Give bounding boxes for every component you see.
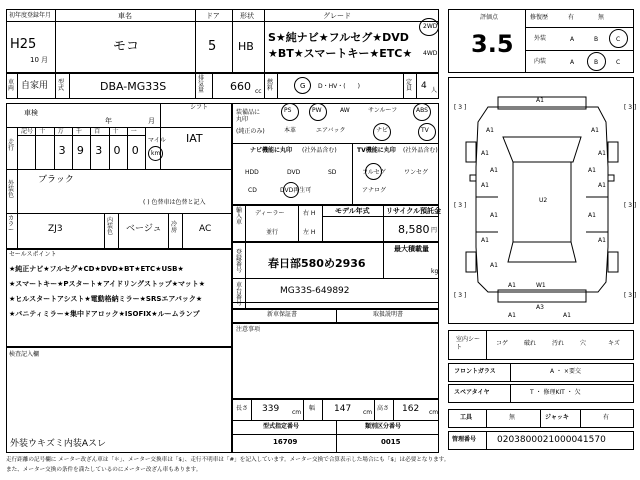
width-label: 幅	[309, 405, 316, 412]
damage-mark: A1	[490, 212, 498, 219]
equipment-item: AW	[340, 107, 350, 114]
import-dealer: ディーラー	[255, 210, 285, 217]
repair-no: 無	[598, 14, 605, 21]
mileage-unit-label: 万	[57, 128, 64, 135]
width-value: 147	[334, 404, 352, 414]
sales-points-label: セールスポイント	[9, 251, 57, 258]
score-label: 評価点	[480, 14, 499, 21]
damage-mark: A1	[486, 127, 494, 134]
ac-value: AC	[199, 224, 212, 234]
seat-item: コゲ	[496, 340, 509, 347]
maxload-label: 最大積載量	[394, 245, 429, 253]
exterior-grades-a: A	[570, 36, 575, 43]
first-reg-label: 初年度登録年月	[9, 12, 52, 19]
height-unit: cm	[429, 409, 439, 416]
mileage-label: 走行	[8, 139, 15, 152]
seat-item: 穴	[580, 340, 587, 347]
chassis-value: MG33S-649892	[280, 286, 350, 296]
exterior-grades-c: C	[616, 36, 621, 43]
car-name: モコ	[113, 39, 140, 54]
seat-item: キズ	[608, 340, 620, 347]
capacity-unit: 人	[431, 87, 438, 94]
color-value: ブラック	[38, 175, 74, 185]
equipment-label: 装備品に丸印	[236, 109, 261, 123]
category-value: 0015	[381, 438, 401, 446]
damage-mark: A1	[490, 167, 498, 174]
drive-4wd: 4WD	[423, 50, 438, 57]
tv-sublabel: (社外品含む)	[403, 147, 438, 154]
mileage-unit-label: 千	[75, 128, 82, 135]
interior-grades-c: C	[616, 59, 621, 66]
model-value: DBA-MG33S	[100, 80, 167, 93]
interior-grades-a: A	[570, 59, 575, 66]
side-mark: [ 3 ]	[624, 104, 637, 111]
nav-sd: SD	[328, 169, 337, 176]
wheel-fl	[466, 142, 476, 162]
spare-value: T ・ 修理KIT ・ 欠	[530, 389, 581, 396]
footer-line-2: また、メーター交換の条件を満たしているのにメーター改ざん車もあります。	[6, 467, 202, 473]
shift-value: IAT	[186, 132, 203, 145]
equipment-item: ナビ	[376, 127, 389, 134]
damage-mark: A1	[508, 282, 516, 289]
recycle-label: リサイクル預託金	[386, 207, 442, 215]
inspection-year-unit: 年	[105, 117, 112, 125]
category-label: 類別区分番号	[365, 423, 402, 430]
nav-cd: CD	[248, 187, 257, 194]
fuel-g: G	[300, 82, 306, 90]
interior-label: 内装	[534, 58, 547, 65]
inspector-notes-box	[6, 347, 232, 453]
glass-label: フロントガラス	[454, 368, 496, 375]
damage-mark: A3	[536, 304, 544, 311]
first-reg-month-suffix: 月	[41, 56, 48, 64]
car-rear-window	[508, 242, 576, 262]
nav-hdd: HDD	[245, 169, 259, 176]
wheel-rl	[466, 252, 476, 272]
damage-mark: A1	[588, 167, 596, 174]
displacement-unit: cc	[255, 88, 262, 95]
tools-value: 無	[509, 414, 516, 421]
equipment-item: サンルーフ	[368, 107, 398, 114]
wheel-rr	[608, 252, 618, 272]
warranty-label: 新車保証書	[267, 311, 298, 318]
capacity-label: 定員	[406, 79, 413, 92]
model-year-label: モデル年式	[335, 207, 370, 215]
displacement-value: 660	[230, 80, 251, 93]
damage-mark: A1	[481, 182, 489, 189]
km-label: km	[151, 150, 161, 157]
import-label: 輸入車	[236, 207, 243, 226]
sales-line-1: ★純正ナビ★フルセグ★CD★DVD★BT★ETC★USB★	[9, 265, 184, 273]
tools-label: 工具	[460, 414, 473, 421]
length-value: 339	[262, 404, 280, 414]
mileage-digit: 9	[76, 144, 84, 157]
damage-mark: A1	[588, 212, 596, 219]
damage-mark: A1	[598, 182, 606, 189]
interior-grades-b: B	[594, 59, 599, 66]
color-code-label: カラー	[8, 215, 15, 234]
damage-mark: A1	[508, 312, 516, 319]
shape-value: HB	[238, 40, 254, 53]
mileage-unit-label: 百	[94, 128, 101, 135]
mileage-digit: 0	[113, 144, 121, 157]
sales-line-2: ★スマートキー★Pスタート★アイドリングストップ★マット★	[9, 280, 206, 288]
glass-value: A ・ ×要交	[550, 368, 581, 375]
repair-label: 修復歴	[530, 14, 549, 21]
mileage-unit-label: 記号	[21, 128, 34, 135]
mile-label: マイル	[148, 137, 166, 144]
car-windshield	[503, 137, 581, 162]
chassis-label: 車台番号	[236, 282, 243, 307]
height-value: 162	[402, 404, 420, 414]
inspection-label: 車検	[24, 109, 38, 117]
side-mark: [ 3 ]	[454, 104, 467, 111]
damage-mark: A1	[598, 150, 606, 157]
sales-line-4: ★バニティミラー★集中ドアロック★ISOFIX★ルームランプ	[9, 310, 200, 318]
interior-color-value: ベージュ	[126, 224, 162, 234]
damage-mark: A1	[563, 312, 571, 319]
exterior-grades-b: B	[594, 36, 599, 43]
color-note: ( ) 色替車は色替と記入	[143, 199, 206, 206]
recycle-unit: 円	[431, 227, 438, 234]
door-value: 5	[208, 39, 217, 54]
damage-mark: A1	[598, 237, 606, 244]
vehicle-label: 車両	[8, 79, 15, 92]
equipment-item: 本革	[284, 127, 297, 134]
registration-value: 春日部580め2936	[268, 257, 366, 270]
jack-label: ジャッキ	[545, 414, 569, 421]
nav-sublabel: (社外品含む)	[302, 147, 337, 154]
inspection-month-unit: 月	[148, 117, 155, 125]
jack-value: 有	[603, 414, 610, 421]
side-mark: [ 3 ]	[454, 202, 467, 209]
wheel-fr	[608, 142, 618, 162]
registration-label: 登録番号	[236, 249, 243, 274]
inspector-notes-text: 外装ウキズミ内装Aスレ	[10, 439, 106, 449]
manual-label: 取扱説明書	[373, 311, 404, 318]
mileage-digit: 0	[131, 144, 139, 157]
side-mark: [ 3 ]	[454, 292, 467, 299]
footer-line-1: 走行距離の記号欄に メーター改ざん車は「＊」、メーター交換車は「$」、走行不明車は「#」を記入しています。メーター交換で合算表示した場合にも「$」は必要となります。	[6, 457, 450, 463]
interior-seat-label: 室内シート	[456, 336, 481, 351]
model-label: 型式	[58, 79, 65, 92]
import-parallel: 並行	[266, 229, 279, 236]
equipment-item: PS	[284, 107, 292, 114]
spare-label: スペアタイヤ	[454, 389, 490, 396]
ac-label: 冷房	[171, 221, 178, 234]
seat-item: 汚れ	[552, 340, 565, 347]
damage-mark: W1	[536, 282, 546, 289]
sales-line-3: ★ヒルスタートアシスト★電動格納ミラー★SRSエアバック★	[9, 295, 203, 303]
damage-mark: A1	[536, 97, 544, 104]
displacement-label: 排気量	[198, 75, 205, 94]
damage-mark: A1	[481, 150, 489, 157]
nav-dvd-play: DVD再生可	[280, 187, 312, 194]
damage-mark: A1	[591, 127, 599, 134]
length-unit: cm	[292, 409, 302, 416]
equipment-item: TV	[421, 127, 429, 134]
attention-label: 注意事項	[236, 326, 261, 333]
mileage-unit-label: 一	[130, 128, 137, 135]
tv-oneseg: ワンセグ	[404, 169, 429, 176]
grade-line-2: ★BT★スマートキー★ETC★	[268, 47, 413, 60]
height-label: 高さ	[377, 405, 390, 412]
import-left-h: 左 H	[303, 229, 316, 236]
type-label: 型式指定番号	[263, 423, 300, 430]
exterior-label: 外装	[534, 35, 547, 42]
recycle-value: 8,580	[398, 223, 430, 236]
nav-dvd: DVD	[287, 169, 301, 176]
equipment-sublabel: (純正のみ)	[236, 128, 265, 135]
equipment-item: エアバック	[316, 127, 346, 134]
score-value: 3.5	[471, 30, 514, 58]
interior-color-label: 内装色	[107, 217, 114, 236]
side-mark: [ 3 ]	[624, 202, 637, 209]
row2-box	[6, 73, 439, 99]
color-label: 外装色	[8, 180, 15, 199]
maxload-unit: kg	[431, 268, 439, 275]
mileage-digit: 3	[58, 144, 66, 157]
mileage-unit-label: 十	[112, 128, 119, 135]
vehicle-use: 自家用	[21, 81, 49, 91]
side-mark: [ 3 ]	[624, 292, 637, 299]
capacity-value: 4	[421, 81, 427, 91]
tv-label: TV機能に丸印	[357, 147, 396, 154]
first-reg-year: H25	[10, 37, 37, 52]
damage-mark: A1	[481, 237, 489, 244]
grade-line-1: S★純ナビ★フルセグ★DVD	[268, 31, 409, 44]
repair-yes: 有	[568, 14, 575, 21]
import-right-h: 右 H	[303, 210, 316, 217]
equipment-item: PW	[312, 107, 322, 114]
width-unit: cm	[363, 409, 373, 416]
fuel-label: 燃料	[267, 79, 274, 92]
tv-fullseg: フルセグ	[362, 169, 386, 176]
color-code-value: ZJ3	[48, 224, 63, 234]
nav-label: ナビ機能に丸印	[250, 147, 293, 154]
tv-analog: アナログ	[362, 187, 387, 194]
first-reg-month-num: 10	[30, 56, 39, 64]
mileage-digit: 3	[95, 144, 103, 157]
grade-label: グレード	[323, 12, 351, 20]
equipment-item: ABS	[416, 107, 428, 114]
inspector-notes-label: 検査記入欄	[9, 351, 40, 358]
fuel-rest: D・HV・( )	[318, 83, 360, 90]
door-label: ドア	[206, 12, 220, 20]
damage-mark: U2	[539, 197, 548, 204]
damage-mark: A1	[490, 262, 498, 269]
attention-box	[232, 323, 439, 399]
shape-label: 形状	[240, 12, 254, 20]
length-label: 長さ	[236, 405, 249, 412]
car-name-label: 車名	[118, 12, 132, 20]
mgmt-value: 0203800021000041570	[497, 435, 606, 445]
car-diagram	[448, 77, 637, 324]
mileage-unit-label: 十	[39, 128, 46, 135]
mgmt-label: 管理番号	[452, 436, 477, 443]
shift-label: シフト	[190, 104, 209, 111]
seat-item: 破れ	[524, 340, 537, 347]
drive-2wd: 2WD	[423, 23, 438, 30]
type-value: 16709	[273, 438, 298, 446]
